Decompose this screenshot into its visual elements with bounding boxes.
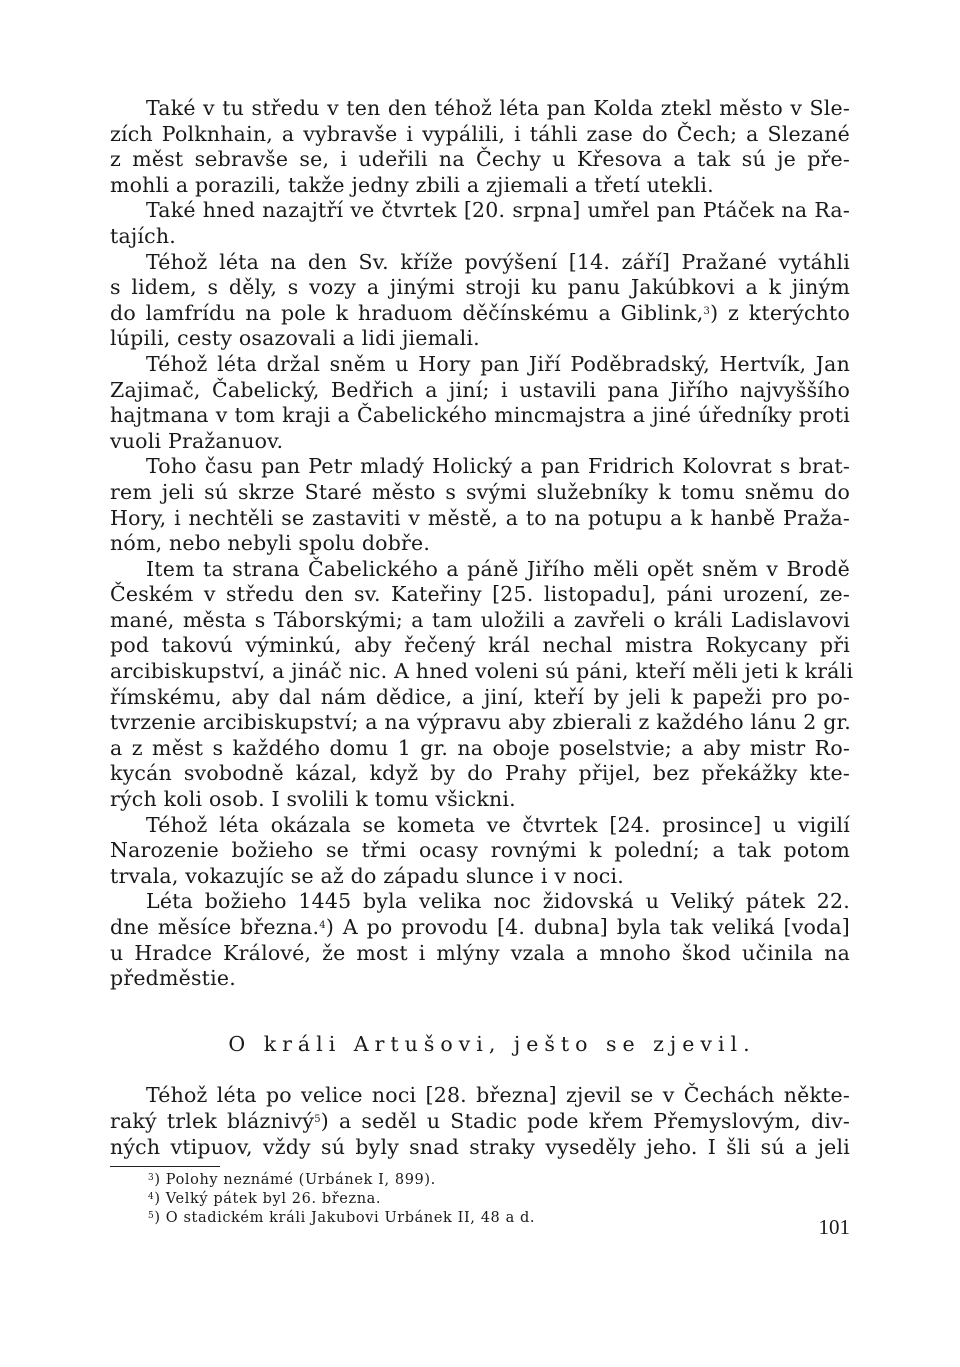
- footnote-ref: 4: [319, 920, 326, 931]
- text-line: hajtmana v tom kraji a Čabelického mincmajstra a jiné úředníky proti: [110, 403, 850, 428]
- text-line: kycán svobodně kázal, když by do Prahy přijel, bez překážky kte-: [110, 761, 850, 786]
- text-line: tvrzenie arcibiskupství; a na výpravu aby zbierali z každého lánu 2 gr.: [110, 710, 851, 735]
- text-line: Toho času pan Petr mladý Holický a pan Fridrich Kolovrat s brat-: [146, 454, 850, 479]
- paragraph: [110, 96, 850, 198]
- text-line: trvala, vokazujíc se až do západu slunce i v noci.: [110, 863, 624, 888]
- text-line: z měst sebravše se, i udeřili na Čechy u Křesova a tak sú je pře-: [110, 147, 850, 172]
- text-line: arcibiskupství, a jináč nic. A hned voleni sú páni, kteří měli jeti k králi: [110, 659, 854, 684]
- text-span: ) z kterýchto: [710, 300, 851, 325]
- paragraph: [110, 813, 850, 890]
- footnote-mark: 4: [148, 1192, 155, 1203]
- text-line: mohli a porazili, takže jedny zbili a zjiemali a třetí utekli.: [110, 172, 714, 197]
- text-line: Téhož léta držal sněm u Hory pan Jiří Poděbradský, Hertvík, Jan: [146, 351, 850, 376]
- text-line: [110, 915, 850, 941]
- section-gap: [110, 992, 850, 1032]
- section-gap: [110, 1057, 850, 1083]
- text-line: a z měst s každého domu 1 gr. na oboje poselstvie; a aby mistr Ro-: [110, 735, 850, 760]
- text-line: rých koli osob. I svolili k tomu všickni.: [110, 787, 516, 812]
- text-line: rem jeli sú skrze Staré město s svými služebníky k tomu sněmu do: [110, 479, 850, 504]
- text-line: Téhož léta po velice noci [28. března] zjevil se v Čechách někte-: [146, 1083, 850, 1108]
- paragraph: [110, 889, 850, 991]
- text-line: Léta božieho 1445 byla velika noc židovská u Veliký pátek 22.: [146, 889, 850, 914]
- page-number: 101: [818, 1215, 850, 1239]
- text-line: vuoli Pražanuov.: [110, 428, 284, 453]
- footnote-divider: [110, 1166, 220, 1167]
- text-line: nóm, nebo nebyli spolu dobře.: [110, 531, 431, 556]
- text-span: raký trlek bláznivý: [110, 1108, 315, 1133]
- text-line: Zajimač, Čabelický, Bedřich a jiní; i ustavili pana Jiřího najvyššího: [110, 377, 850, 402]
- page-body: [110, 96, 854, 1228]
- footnote: [110, 1171, 850, 1190]
- text-line: Hory, i nechtěli se zastaviti v městě, a to na potupu a k hanbě Praža-: [110, 505, 850, 530]
- footnote-mark: 5: [148, 1211, 155, 1222]
- text-line: Také v tu středu v ten den téhož léta pan Kolda ztekl město v Sle-: [146, 96, 850, 120]
- text-line: předměstie.: [110, 966, 236, 991]
- text-span: dne měsíce března.: [110, 915, 320, 939]
- text-line: [110, 1109, 850, 1135]
- text-line: Také hned nazajtří ve čtvrtek [20. srpna] umřel pan Ptáček na Ra-: [146, 198, 850, 223]
- footnote: [110, 1190, 850, 1209]
- text-span: ) a seděl u Stadic pode křem Přemyslovým, div-: [320, 1108, 850, 1133]
- text-line: tajích.: [110, 223, 176, 248]
- paragraph: [110, 1083, 850, 1160]
- text-line: Českém v středu den sv. Kateřiny [25. listopadu], páni urození, ze-: [110, 582, 850, 607]
- paragraph: [110, 198, 850, 249]
- paragraph: [110, 556, 854, 813]
- footnote-text: ) Polohy neznámé (Urbánek I, 899).: [154, 1172, 436, 1189]
- text-line: zích Polknhain, a vybravše i vypálili, i táhli zase do Čech; a Slezané: [110, 121, 850, 146]
- text-line: Narozenie božieho se třmi ocasy rovnými k polední; a tak potom: [110, 838, 850, 863]
- paragraph: [110, 250, 850, 352]
- text-line: ných vtipuov, vždy sú byly snad straky vyseděly jeho. I šli sú a jeli: [110, 1134, 850, 1159]
- footnote-text: ) Velký pátek byl 26. března.: [154, 1191, 382, 1208]
- text-line: lúpili, cesty osazovali a lidi jiemali.: [110, 326, 480, 351]
- footnote-text: ) O stadickém králi Jakubovi Urbánek II, 48 a d.: [154, 1210, 536, 1227]
- footnotes: [110, 1171, 850, 1228]
- text-line: s lidem, s děly, s vozy a jinými stroji ku panu Jakúbkovi a k jiným: [110, 275, 850, 300]
- text-span: do lamfrídu na pole k hraduom děčínskému a Giblink,: [110, 300, 704, 325]
- text-line: Téhož léta okázala se kometa ve čtvrtek [24. prosince] u vigilí: [146, 812, 850, 837]
- footnote: [110, 1209, 850, 1228]
- text-line: Téhož léta na den Sv. kříže povýšení [14. září] Pražané vytáhli: [146, 249, 850, 274]
- text-line: mané, města s Táborskými; a tam uložili a zavřeli o králi Ladislavovi: [110, 607, 850, 632]
- text-span: ) A po provodu [4. dubna] byla tak veliká [voda]: [325, 915, 850, 939]
- text-line: římskému, aby dal nám dědice, a jiní, kteří by jeli k papeži pro po-: [110, 684, 850, 709]
- footnote-mark: 3: [148, 1173, 155, 1184]
- text-line: Item ta strana Čabelického a páně Jiřího měli opět sněm v Brodě: [146, 556, 850, 581]
- text-line: pod takovú výminkú, aby řečený král nechal mistra Rokycany při: [110, 633, 850, 658]
- section-heading: O králi Artušovi, ješto se zjevil.: [228, 1031, 756, 1056]
- paragraph: [110, 454, 850, 556]
- text-line: u Hradce Králové, že most i mlýny vzala a mnoho škod učinila na: [110, 940, 850, 965]
- footnote-ref: 5: [314, 1113, 321, 1125]
- footnote-ref: 3: [703, 305, 711, 317]
- paragraph: [110, 352, 850, 454]
- text-line: [110, 301, 850, 327]
